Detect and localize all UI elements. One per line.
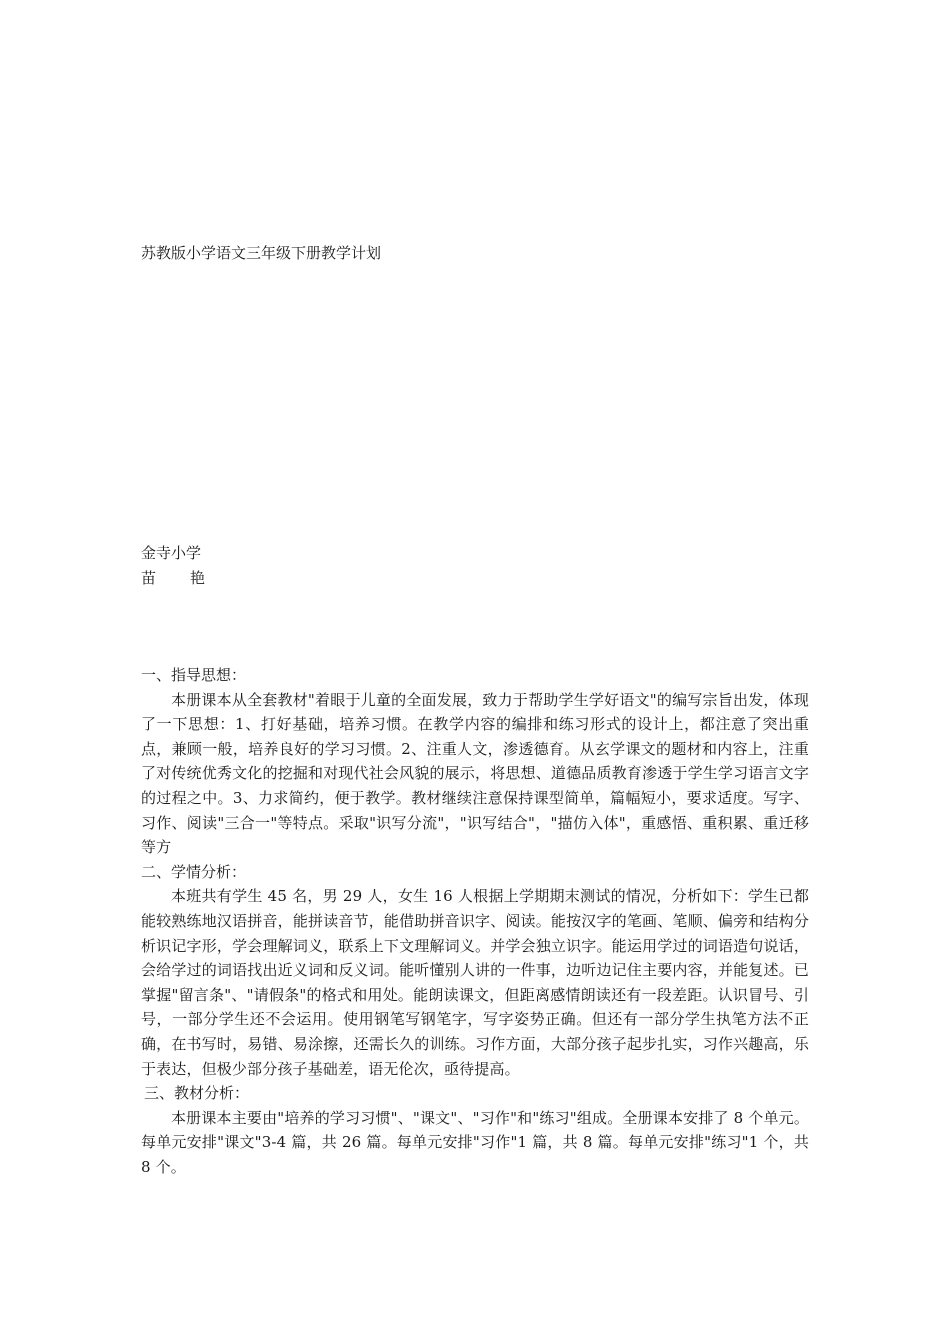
section-paragraph: 本班共有学生 45 名，男 29 人，女生 16 人根据上学期期末测试的情况，分析如下：学生已都能较熟练地汉语拼音，能拼读音节，能借助拼音识字、阅读。能按汉字的笔画、笔顺、偏旁和结构分析识记字形，学会理解词义，联系上下文理解词义。并学会独立识字。能运用学过的词语造句说话，会给学过的词语找出近义词和反义词。能听懂别人讲的一件事，边听边记住主要内容，并能复述。已掌握"留言条"、"请假条"的格式和用处。能朗读课文，但距离感情朗读还有一段差距。认识冒号、引号，一部分学生还不会运用。使用钢笔写钢笔字，写字姿势正确。但还有一部分学生执笔方法不正确，在书写时，易错、易涂擦，还需长久的训练。习作方面，大部分孩子起步扎实，习作兴趣高，乐于表达，但极少部分孩子基础差，语无伦次，亟待提高。 (141, 887, 809, 1078)
author-name-first-char: 苗 (141, 569, 157, 587)
section-heading: 二、学情分析： (141, 862, 247, 881)
section-heading: 三、教材分析： (144, 1084, 250, 1103)
school-name: 金寺小学 (141, 544, 202, 562)
section-student-analysis (141, 860, 809, 1081)
section-guiding-ideology (141, 663, 809, 860)
author-name-second-char: 艳 (190, 569, 206, 587)
document-body (141, 663, 809, 1179)
section-heading: 一、指导思想： (141, 666, 247, 684)
document-title: 苏教版小学语文三年级下册教学计划 (141, 244, 382, 262)
author-name (141, 566, 205, 590)
section-paragraph: 本册课本从全套教材"着眼于儿童的全面发展，致力于帮助学生学好语文"的编写宗旨出发，体现了一下思想：1、打好基础，培养习惯。在教学内容的编排和练习形式的设计上，都注意了突出重点，兼顾一般，培养良好的学习习惯。2、注重人文，渗透德育。从玄学课文的题材和内容上，注重了对传统优秀文化的挖掘和对现代社会风貌的展示，将思想、道德品质教育渗透于学生学习语言文字的过程之中。3、力求简约，便于教学。教材继续注意保持课型简单，篇幅短小，要求适度。写字、习作、阅读"三合一"等特点。采取"识写分流"，"识写结合"，"描仿入体"，重感悟、重积累、重迁移等方 (141, 690, 809, 857)
section-textbook-analysis (141, 1081, 809, 1179)
section-paragraph: 本册课本主要由"培养的学习习惯"、"课文"、"习作"和"练习"组成。全册课本安排了 8 个单元。每单元安排"课文"3-4 篇，共 26 篇。每单元安排"习作"1 篇，共 8 篇。每单元安排"练习"1 个，共 8 个。 (141, 1108, 809, 1176)
